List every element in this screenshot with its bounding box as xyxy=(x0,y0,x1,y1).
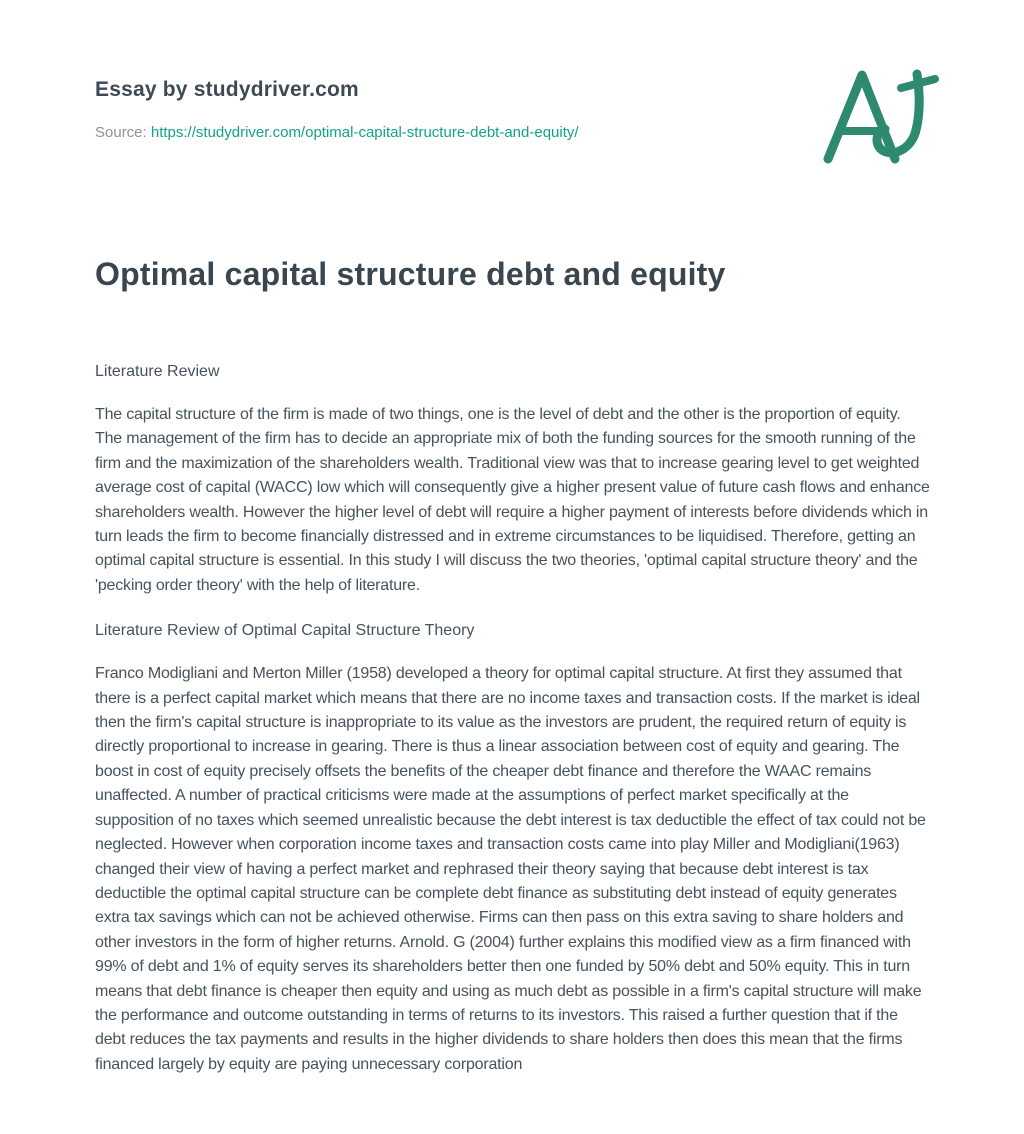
paragraph-introduction: The capital structure of the firm is made of two things, one is the level of debt and the other is the proportion of equity. The management of the firm has to decide an appropriate mix of both the funding sources for the smooth running of the firm and the maximization of the shareholders wealth. Traditional view was that to increase gearing level to get weighted average cost of capital (WACC) low which will consequently give a higher present value of future cash flows and enhance shareholders wealth. However the higher level of debt will require a higher payment of interests before dividends which in turn leads the firm to become financially distressed and in extreme circumstances to be liquidised. Therefore, getting an optimal capital structure is essential. In this study I will discuss the two theories, 'optimal capital structure theory' and the 'pecking order theory' with the help of literature. xyxy=(95,406,930,594)
source-label: Source: xyxy=(95,124,147,141)
logo-letter-a-stroke xyxy=(828,75,895,159)
paragraph-theory-review: Franco Modigliani and Merton Miller (1958) developed a theory for optimal capital structure. At first they assumed that there is a perfect capital market which means that there are no income taxes and transaction costs. If the market is ideal then the firm's capital structure is inappropriate to its value as the investors are prudent, the required return of equity is directly proportional to increase in gearing. There is thus a linear association between cost of equity and gearing. The boost in cost of equity precisely offsets the benefits of the cheaper debt finance and therefore the WAAC remains unaffected. A number of practical criticisms were made at the assumptions of perfect market specifically at the supposition of no taxes which seemed unrealistic because the debt interest is tax deductible the effect of tax could not be neglected. However when corporation income taxes and transaction costs came into play Miller and Modigliani(1963) changed their view of having a perfect market and rephrased their theory saying that because debt interest is tax deductible the optimal capital structure can be complete debt finance as substituting debt instead of equity generates extra tax savings which can not be achieved otherwise. Firms can then pass on this extra saving to share holders and other investors in the form of higher returns. Arnold. G (2004) further explains this modified view as a firm financed with 99% of debt and 1% of equity serves its shareholders better then one funded by 50% debt and 50% equity. This in turn means that debt finance is cheaper then equity and using as much debt as possible in a firm's capital structure will make the performance and outcome outstanding in terms of returns to its investors. This raised a further question that if the debt reduces the tax payments and results in the higher dividends to share holders then does this mean that the firms financed largely by equity are paying unnecessary corporation xyxy=(95,665,926,1073)
essay-title: Optimal capital structure debt and equity xyxy=(95,256,726,292)
source-line xyxy=(95,124,931,142)
document-content xyxy=(95,0,931,1077)
section-label-optimal-capital-structure-theory: Literature Review of Optimal Capital Structure Theory xyxy=(95,622,475,640)
section-label-literature-review: Literature Review xyxy=(95,363,220,380)
logo-hook-crossbar xyxy=(901,79,935,88)
essay-byline: Essay by studydriver.com xyxy=(95,78,359,101)
studydriver-logo-icon xyxy=(822,68,940,165)
source-url-link[interactable]: https://studydriver.com/optimal-capital-structure-debt-and-equity/ xyxy=(150,124,579,141)
